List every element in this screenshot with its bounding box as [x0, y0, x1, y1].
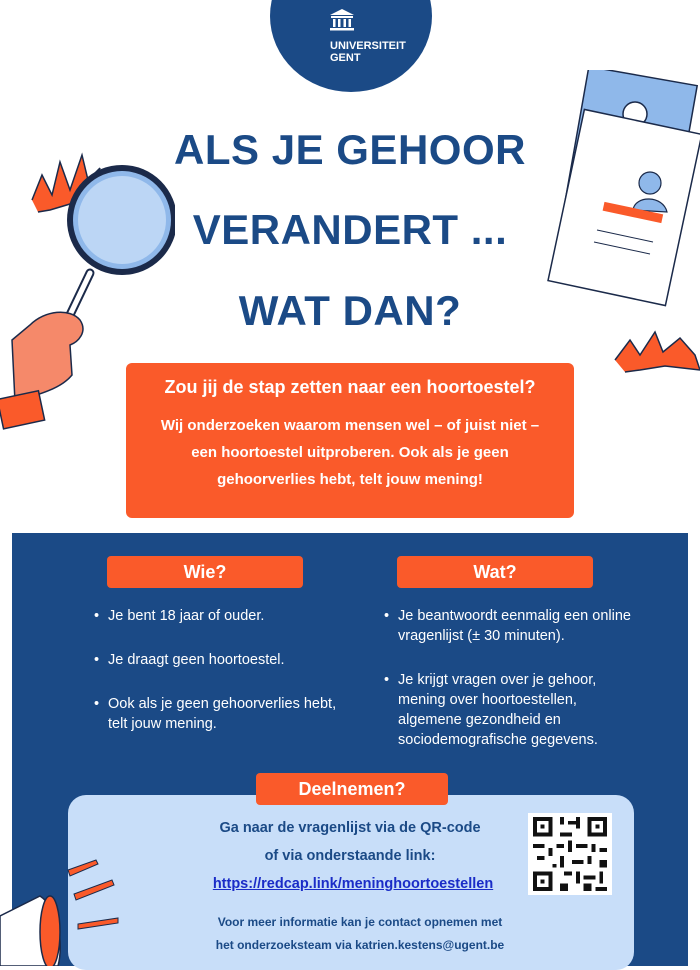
- survey-link[interactable]: https://redcap.link/meninghoortoestellen: [212, 876, 494, 892]
- building-icon: [329, 8, 355, 32]
- wie-list: [94, 606, 344, 758]
- list-item: • Je draagt geen hoortoestel.: [94, 650, 344, 670]
- intro-title: Zou jij de stap zetten naar een hoortoestel?: [164, 377, 536, 397]
- info-line-1: Voor meer informatie kan je contact opnemen met: [217, 915, 503, 929]
- document-icon: [545, 70, 700, 400]
- join-line-2: of via onderstaande link:: [264, 848, 436, 864]
- join-line-1: Ga naar de vragenlijst via de QR-code: [219, 820, 481, 836]
- headline-line-2: VERANDERT ...: [192, 206, 508, 253]
- list-item: • Je bent 18 jaar of ouder.: [94, 606, 344, 626]
- info-line-2: het onderzoeksteam via katrien.kestens@ugent.be: [215, 938, 505, 952]
- intro-line-3: gehoorverlies hebt, telt jouw mening!: [217, 471, 483, 488]
- intro-line-2: een hoortoestel uitproberen. Ook als je geen: [191, 444, 509, 461]
- join-heading: Deelnemen?: [256, 773, 448, 805]
- logo-line-1: UNIVERSITEIT: [330, 40, 406, 52]
- intro-box: [126, 363, 574, 518]
- intro-line-1: Wij onderzoeken waarom mensen wel – of juist niet –: [160, 417, 540, 434]
- headline-line-1: ALS JE GEHOOR: [174, 126, 526, 173]
- wat-heading: Wat?: [397, 556, 593, 588]
- logo-line-2: GENT: [330, 52, 361, 64]
- qr-code[interactable]: [528, 813, 612, 895]
- logo-text: [270, 40, 432, 64]
- intro-body: [126, 412, 574, 493]
- headline-line-3: WAT DAN?: [238, 287, 462, 334]
- megaphone-icon: [0, 858, 150, 966]
- list-item: • Ook als je geen gehoorverlies hebt, telt jouw mening.: [94, 694, 344, 734]
- wat-list: [384, 606, 644, 774]
- list-item: • Je krijgt vragen over je gehoor, mening over hoortoestellen, algemene gezondheid en sociodemografische gegevens.: [384, 670, 644, 750]
- list-item: • Je beantwoordt eenmalig een online vragenlijst (± 30 minuten).: [384, 606, 644, 646]
- university-logo: [270, 0, 432, 92]
- wie-heading: Wie?: [107, 556, 303, 588]
